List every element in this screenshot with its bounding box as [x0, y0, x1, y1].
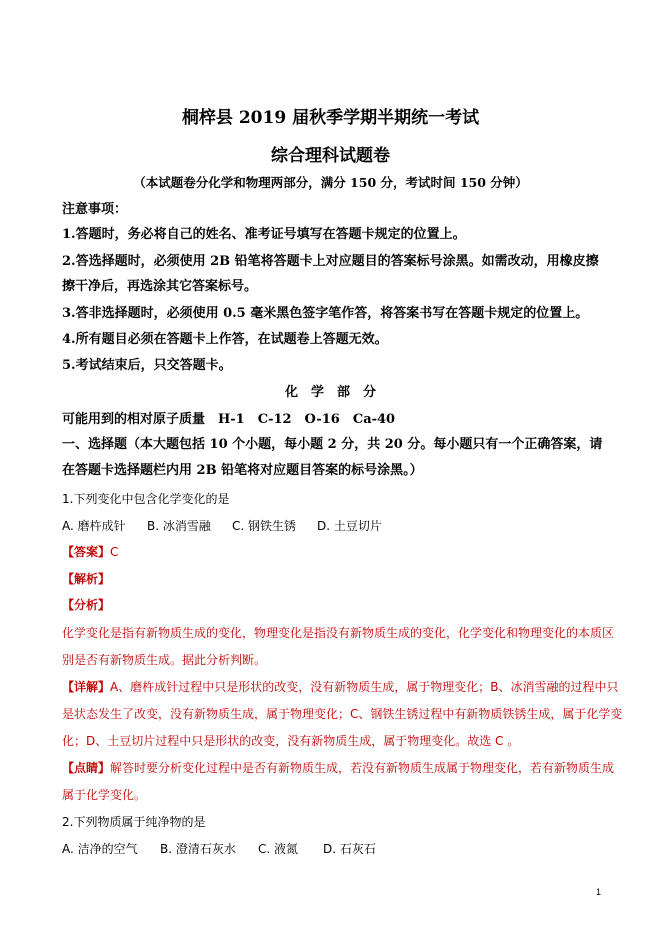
notice-4: 4.所有题目必须在答题卡上作答，在试题卷上答题无效。	[62, 332, 388, 347]
detail-line-3: 化；D、土豆切片过程中只是形状的改变，没有新物质生成，属于物理变化。故选 C 。	[62, 734, 520, 748]
q2-options	[62, 839, 607, 859]
fenxi-label: 【分析】	[62, 598, 111, 612]
q1-option-b: B. 冰消雪融	[147, 519, 211, 533]
q1-options	[62, 516, 607, 536]
answer-value: C	[110, 545, 119, 559]
q2-option-c: C. 液氮	[258, 842, 299, 856]
q1-answer	[62, 542, 607, 562]
detail-line-1	[62, 677, 619, 697]
detail-line-2: 是状态发生了改变，没有新物质生成，属于物理变化；C、钢铁生锈过程中有新物质铁锈生成，属于化学变	[62, 707, 623, 721]
page-number: 1	[596, 887, 602, 897]
q1-option-d: D. 土豆切片	[317, 519, 382, 533]
fenxi-line-1: 化学变化是指有新物质生成的变化，物理变化是指没有新物质生成的变化，化学变化和物理变化的本质区	[62, 626, 615, 640]
comment-label: 【点睛】	[62, 761, 111, 775]
analysis-label: 【解析】	[62, 572, 111, 586]
detail-label: 【详解】	[62, 680, 111, 694]
part-heading-1: 一、选择题（本大题包括 10 个小题，每小题 2 分，共 20 分。每小题只有一个正确答案，请	[62, 437, 603, 452]
q2-option-b: B. 澄清石灰水	[160, 842, 236, 856]
exam-subtitle: 综合理科试题卷	[271, 146, 390, 166]
notice-3: 3.答非选择题时，必须使用 0.5 毫米黑色签字笔作答，将答案书写在答题卡规定的位置上。	[62, 306, 589, 321]
exam-title: 桐梓县 2019 届秋季学期半期统一考试	[181, 108, 480, 128]
comment-line-2: 属于化学变化。	[62, 788, 147, 802]
atomic-mass: 可能用到的相对原子质量 H-1 C-12 O-16 Ca-40	[62, 412, 396, 427]
answer-label: 【答案】	[62, 545, 111, 559]
notice-2-cont: 擦干净后，再选涂其它答案标号。	[62, 279, 258, 294]
q2-option-a: A. 洁净的空气	[62, 842, 138, 856]
notice-heading: 注意事项：	[62, 202, 128, 217]
q1-option-a: A. 磨杵成针	[62, 519, 126, 533]
part-heading-2: 在答题卡选择题栏内用 2B 铅笔将对应题目答案的标号涂黑。）	[62, 463, 423, 478]
detail-text-1: A、磨杵成针过程中只是形状的改变，没有新物质生成，属于物理变化；B、冰消雪融的过程中只	[110, 680, 619, 694]
notice-2: 2.答选择题时，必须使用 2B 铅笔将答题卡上对应题目的答案标号涂黑。如需改动，用橡皮擦	[62, 254, 599, 269]
comment-line-1	[62, 758, 615, 778]
q1-option-c: C. 钢铁生锈	[232, 519, 297, 533]
q1-stem: 1.下列变化中包含化学变化的是	[62, 492, 230, 506]
section-title: 化 学 部 分	[284, 385, 376, 400]
q2-stem: 2.下列物质属于纯净物的是	[62, 815, 206, 829]
q2-option-d: D. 石灰石	[323, 842, 376, 856]
notice-5: 5.考试结束后，只交答题卡。	[62, 358, 232, 373]
comment-text-1: 解答时要分析变化过程中是否有新物质生成，若没有新物质生成属于物理变化，若有新物质生成	[110, 761, 615, 775]
fenxi-line-2: 别是否有新物质生成。据此分析判断。	[62, 653, 267, 667]
notice-1: 1.答题时，务必将自己的姓名、准考证号填写在答题卡规定的位置上。	[62, 227, 466, 242]
exam-note: （本试题卷分化学和物理两部分，满分 150 分，考试时间 150 分钟）	[133, 175, 528, 190]
